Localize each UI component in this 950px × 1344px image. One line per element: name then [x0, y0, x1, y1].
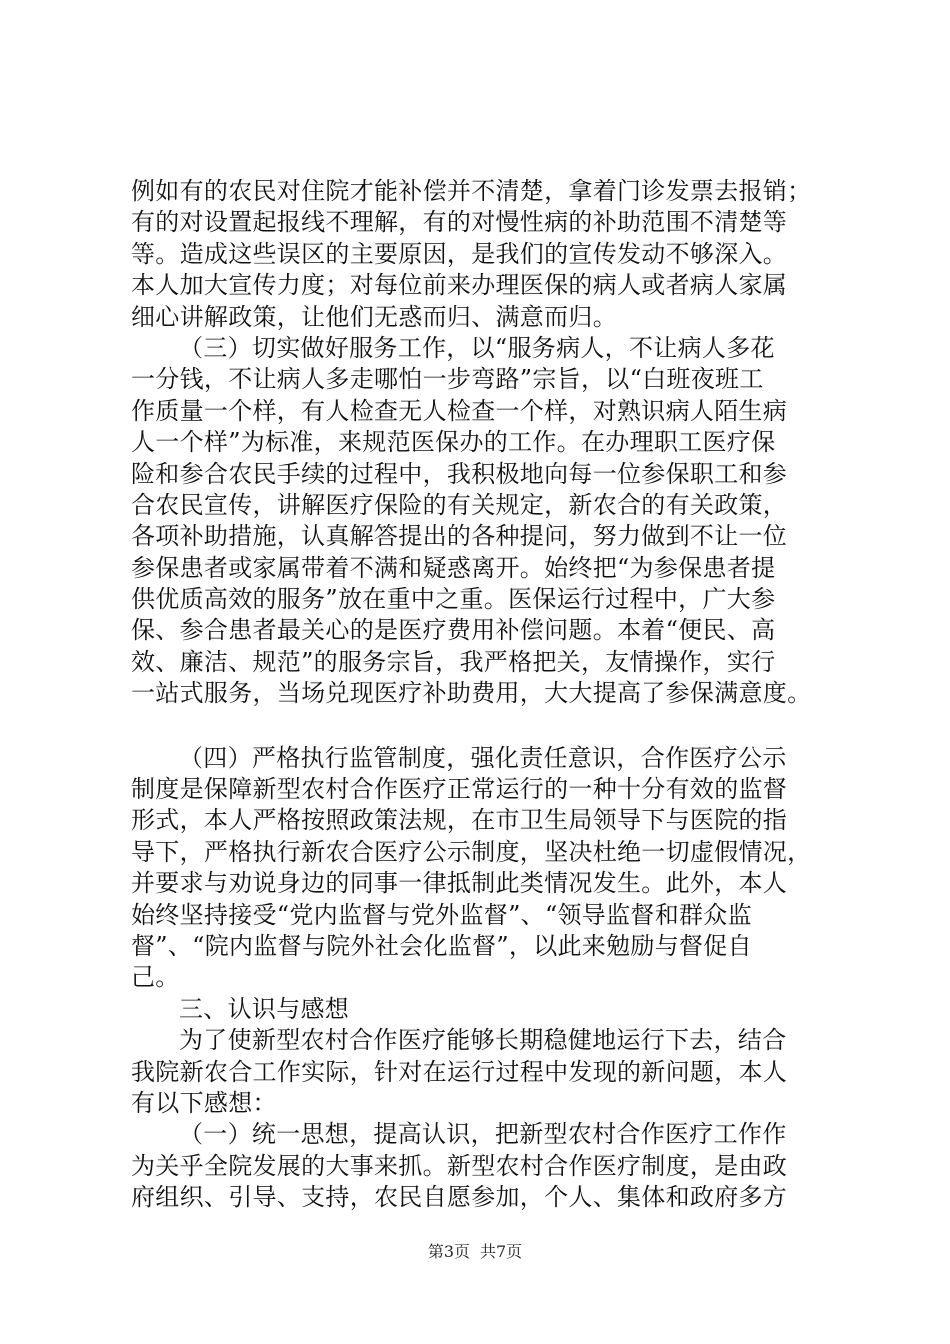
text-line: 形式，本人严格按照政策法规，在市卫生局领导下与医院的指: [131, 806, 788, 835]
text-line: 督”、“院内监督与院外社会化监督”，以此来勉励与督促自: [131, 931, 752, 960]
text-line: 导下，严格执行新农合医疗公示制度，坚决杜绝一切虚假情况，: [131, 837, 812, 866]
section-heading: 三、认识与感想: [179, 994, 350, 1023]
text-line: 各项补助措施，认真解答提出的各种提问，努力做到不让一位: [131, 522, 788, 551]
text-line: 我院新农合工作实际，针对在运行过程中发现的新问题，本人: [131, 1057, 788, 1086]
paragraph-start-line: （三）切实做好服务工作，以“服务病人，不让病人多花: [179, 333, 775, 362]
text-line: 有以下感想：: [131, 1088, 277, 1117]
text-line: 作质量一个样，有人检查无人检查一个样，对熟识病人陌生病: [131, 396, 788, 425]
text-line: 一站式服务，当场兑现医疗补助费用，大大提高了参保满意度。: [131, 679, 812, 708]
text-line: 等。造成这些误区的主要原因，是我们的宣传发动不够深入。: [131, 239, 788, 268]
text-line: 为关乎全院发展的大事来抓。新型农村合作医疗制度，是由政: [131, 1151, 788, 1180]
text-line: 合农民宣传，讲解医疗保险的有关规定，新农合的有关政策，: [131, 490, 788, 519]
text-line: 并要求与劝说身边的同事一律抵制此类情况发生。此外，本人: [131, 869, 788, 898]
text-line: 参保患者或家属带着不满和疑惑离开。始终把“为参保患者提: [131, 553, 776, 582]
text-line: 效、廉洁、规范”的服务宗旨，我严格把关，友情操作，实行: [131, 647, 776, 676]
paragraph-start-line: （一）统一思想，提高认识，把新型农村合作医疗工作作: [179, 1120, 787, 1149]
text-line: 本人加大宣传力度；对每位前来办理医保的病人或者病人家属: [131, 271, 788, 300]
text-line: 人一个样”为标准，来规范医保办的工作。在办理职工医疗保: [131, 428, 776, 457]
paragraph-start-line: （四）严格执行监管制度，强化责任意识，合作医疗公示: [179, 743, 787, 772]
text-line: 供优质高效的服务”放在重中之重。医保运行过程中，广大参: [131, 585, 776, 614]
text-line: 制度是保障新型农村合作医疗正常运行的一种十分有效的监督: [131, 775, 788, 804]
page-footer: [0, 1242, 950, 1262]
text-line: 有的对设置起报线不理解，有的对慢性病的补助范围不清楚等: [131, 208, 788, 237]
text-line: 保、参合患者最关心的是医疗费用补偿问题。本着“便民、高: [131, 616, 776, 645]
text-line: 始终坚持接受“党内监督与党外监督”、“领导监督和群众监: [131, 900, 752, 929]
text-line: 己。: [131, 963, 180, 992]
body-text: [131, 176, 831, 1214]
text-line: 例如有的农民对住院才能补偿并不清楚，拿着门诊发票去报销；: [131, 177, 812, 205]
text-line: 府组织、引导、支持，农民自愿参加，个人、集体和政府多方: [131, 1183, 788, 1212]
text-line: 细心讲解政策，让他们无惑而归、满意而归。: [131, 302, 617, 331]
page-number: 第3页: [427, 1242, 470, 1261]
page-total: 共7页: [480, 1242, 523, 1261]
paragraph-start-line: 为了使新型农村合作医疗能够长期稳健地运行下去，结合: [179, 1026, 787, 1055]
text-line: 险和参合农民手续的过程中，我积极地向每一位参保职工和参: [131, 459, 788, 488]
text-line: 一分钱，不让病人多走哪怕一步弯路”宗旨，以“白班夜班工: [131, 365, 764, 394]
paragraph-gap: [131, 710, 831, 743]
